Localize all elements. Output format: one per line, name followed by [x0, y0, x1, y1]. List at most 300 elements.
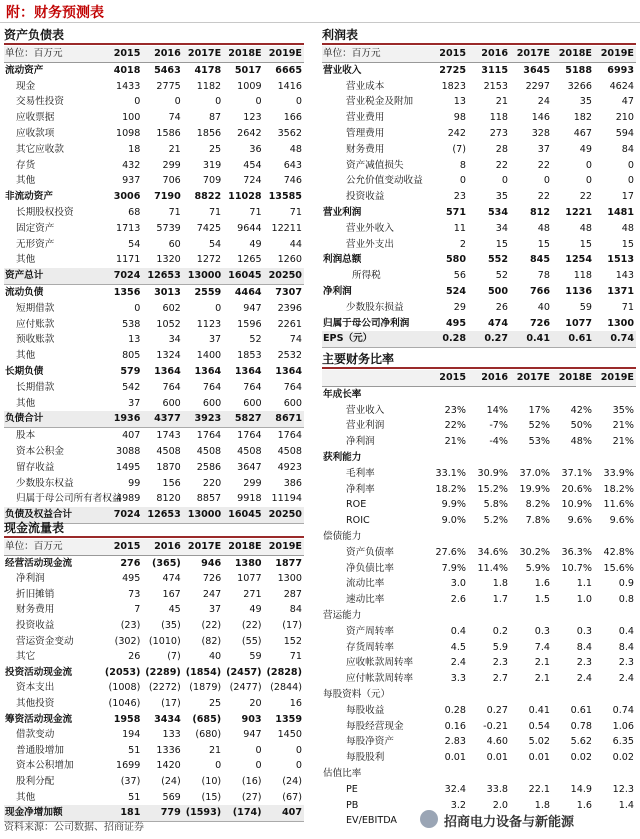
value-cell: 71: [289, 206, 302, 218]
table-row: [4, 142, 304, 158]
table-row: [322, 434, 636, 450]
value-cell: 9.6%: [567, 515, 592, 527]
value-cell: (1879): [189, 682, 222, 694]
value-cell: 4508: [156, 445, 181, 457]
value-cell: (24): [282, 775, 302, 787]
value-cell: 709: [202, 175, 222, 187]
year-header: 2019E: [594, 46, 636, 62]
table-header-row: [4, 539, 304, 555]
value-cell: 1.6: [534, 578, 550, 590]
row-label: 速动比率: [346, 594, 385, 606]
value-cell: 6.35: [612, 736, 634, 748]
year-header: 2017E: [510, 46, 552, 62]
row-label: 其他: [16, 397, 36, 409]
value-cell: 166: [283, 112, 302, 124]
value-cell: [552, 529, 594, 545]
value-cell: 2642: [237, 127, 262, 139]
value-cell: 27.6%: [435, 546, 466, 558]
row-label: ROIC: [346, 515, 370, 527]
value-cell: 99: [128, 477, 141, 489]
value-cell: 25: [208, 143, 222, 155]
value-cell: 726: [529, 317, 550, 329]
year-header: 2019E: [594, 370, 636, 386]
row-label: 应收款项: [16, 127, 55, 139]
value-cell: 242: [447, 127, 466, 139]
row-label: 流动比率: [346, 578, 385, 590]
table-row: [4, 758, 304, 774]
table-row: [322, 687, 636, 703]
value-cell: 26: [495, 301, 508, 313]
value-cell: 71: [249, 206, 262, 218]
value-cell: 146: [531, 112, 550, 124]
value-cell: 1265: [237, 254, 262, 266]
value-cell: 0: [627, 175, 634, 187]
value-cell: 37: [128, 397, 141, 409]
table-row: [322, 719, 636, 735]
value-cell: 1481: [607, 206, 634, 218]
row-label: 净利润: [16, 573, 45, 585]
row-label: 营业利润: [323, 206, 362, 218]
row-label: 营业外收入: [346, 222, 394, 234]
value-cell: 1823: [441, 80, 466, 92]
value-cell: 1364: [275, 365, 302, 377]
table-row: [322, 94, 636, 110]
table-row: [4, 332, 304, 348]
ratios-section: [322, 351, 636, 829]
year-header: 2015: [426, 370, 468, 386]
ratios-table: [322, 370, 636, 829]
value-cell: [594, 608, 636, 624]
value-cell: 2297: [525, 80, 550, 92]
value-cell: 100: [122, 112, 141, 124]
value-cell: 17: [621, 191, 634, 203]
value-cell: [552, 386, 594, 402]
table-row: [322, 703, 636, 719]
table-row: [322, 284, 636, 300]
value-cell: 407: [122, 430, 141, 442]
value-cell: 71: [168, 206, 181, 218]
value-cell: (23): [120, 619, 141, 631]
row-label: 每股净资产: [346, 736, 394, 748]
row-label: 年成长率: [323, 388, 362, 400]
table-row: [4, 618, 304, 634]
table-row: [4, 790, 304, 806]
value-cell: 37.0%: [519, 467, 550, 479]
row-label: 经营活动现金流: [5, 557, 73, 569]
table-row: [322, 750, 636, 766]
row-label: 净利润: [323, 285, 352, 297]
value-cell: 6993: [607, 64, 634, 76]
table-row: [4, 301, 304, 317]
value-cell: 37: [208, 604, 222, 616]
value-cell: [468, 529, 510, 545]
value-cell: 23: [453, 191, 466, 203]
value-cell: 0: [255, 744, 262, 756]
table-row: [322, 316, 636, 332]
table-row: [322, 576, 636, 592]
row-label: 资本支出: [16, 682, 55, 694]
value-cell: 1254: [565, 254, 592, 266]
value-cell: 54: [208, 238, 222, 250]
row-label: 少数股东损益: [346, 301, 404, 313]
value-cell: 84: [621, 143, 634, 155]
value-cell: 71: [208, 206, 222, 218]
value-cell: 1.6: [576, 799, 592, 811]
value-cell: 2.4: [576, 673, 592, 685]
value-cell: (2477): [229, 682, 262, 694]
value-cell: 20250: [264, 268, 304, 284]
row-label: 估值比率: [323, 767, 362, 779]
row-label: 营业收入: [323, 64, 362, 76]
table-header-row: [4, 46, 304, 62]
value-cell: 8120: [156, 493, 181, 505]
value-cell: [510, 608, 552, 624]
table-row: [322, 561, 636, 577]
value-cell: 3.3: [450, 673, 466, 685]
value-cell: -0.21: [483, 720, 508, 732]
value-cell: 9918: [237, 493, 262, 505]
value-cell: 15: [495, 238, 508, 250]
value-cell: (365): [151, 557, 181, 569]
value-cell: 71: [289, 651, 302, 663]
value-cell: 3006: [113, 191, 141, 203]
row-label: 营运能力: [323, 609, 362, 621]
value-cell: 20: [249, 697, 262, 709]
value-cell: 3923: [183, 411, 223, 427]
value-cell: 10.9%: [561, 499, 592, 511]
table-row: [322, 110, 636, 126]
value-cell: 1495: [115, 461, 141, 473]
table-row: [322, 450, 636, 466]
value-cell: 47: [621, 96, 634, 108]
ratios-title: 主要财务比率: [322, 351, 636, 369]
value-cell: 15.6%: [603, 562, 634, 574]
value-cell: 724: [243, 175, 262, 187]
row-label: 现金净增加额: [4, 805, 102, 821]
value-cell: 594: [615, 127, 634, 139]
value-cell: 14.9: [570, 783, 592, 795]
value-cell: 37.1%: [561, 467, 592, 479]
value-cell: 1.06: [612, 720, 634, 732]
value-cell: 48: [289, 143, 302, 155]
value-cell: 51: [128, 791, 141, 803]
row-label: 管理费用: [346, 127, 385, 139]
income-statement-table: [322, 46, 636, 348]
value-cell: 7425: [196, 222, 222, 234]
table-row: [4, 317, 304, 333]
value-cell: 805: [122, 350, 141, 362]
value-cell: 0.74: [612, 704, 634, 716]
row-label: 资产总计: [4, 268, 102, 284]
value-cell: (1010): [148, 635, 181, 647]
year-header: 2016: [142, 539, 182, 555]
value-cell: 13000: [183, 268, 223, 284]
value-cell: 500: [487, 285, 508, 297]
value-cell: 1596: [237, 318, 262, 330]
value-cell: (1046): [108, 697, 141, 709]
value-cell: 1870: [156, 461, 181, 473]
value-cell: 0.16: [444, 720, 466, 732]
value-cell: 0.4: [450, 625, 466, 637]
value-cell: 194: [122, 729, 141, 741]
table-row: [4, 476, 304, 492]
value-cell: 552: [487, 254, 508, 266]
value-cell: 4508: [196, 445, 222, 457]
value-cell: 0.28: [426, 331, 468, 347]
value-cell: 11.6%: [603, 499, 634, 511]
value-cell: 2.4: [618, 673, 634, 685]
value-cell: [594, 687, 636, 703]
value-cell: (2828): [266, 666, 302, 678]
value-cell: 15: [621, 238, 634, 250]
value-cell: 1.4: [618, 799, 634, 811]
value-cell: 1513: [607, 254, 634, 266]
value-cell: 5463: [154, 64, 181, 76]
value-cell: 764: [283, 381, 302, 393]
value-cell: 746: [283, 175, 302, 187]
value-cell: 34: [495, 222, 508, 234]
table-row: [4, 62, 304, 78]
value-cell: 1.8: [492, 578, 508, 590]
table-row: [322, 782, 636, 798]
value-cell: 40: [208, 651, 222, 663]
table-row: [322, 497, 636, 513]
value-cell: 5188: [565, 64, 592, 76]
row-label: 流动负债: [5, 286, 44, 298]
wechat-icon: [420, 810, 438, 828]
value-cell: 1877: [275, 557, 302, 569]
row-label: 现金: [16, 80, 36, 92]
row-label: 毛利率: [346, 467, 375, 479]
value-cell: 643: [283, 159, 302, 171]
row-label: 财务费用: [346, 143, 385, 155]
value-cell: 1221: [565, 206, 592, 218]
table-row: [322, 734, 636, 750]
value-cell: 21: [168, 143, 181, 155]
value-cell: 937: [122, 175, 141, 187]
value-cell: 2725: [439, 64, 466, 76]
table-row: [4, 460, 304, 476]
row-label: 短期借款: [16, 302, 55, 314]
value-cell: 7024: [102, 268, 142, 284]
row-label: 流动资产: [5, 64, 44, 76]
row-label: 每股经营现金: [346, 720, 404, 732]
table-row: [322, 268, 636, 284]
value-cell: 6665: [275, 64, 302, 76]
row-label: 应收帐款周转率: [346, 657, 414, 669]
value-cell: (2457): [226, 666, 262, 678]
unit-label: 单位：百万元: [322, 46, 426, 62]
value-cell: [426, 529, 468, 545]
value-cell: 21%: [612, 420, 634, 432]
value-cell: (2844): [270, 682, 302, 694]
value-cell: 210: [615, 112, 634, 124]
table-row: [322, 640, 636, 656]
value-cell: 98: [453, 112, 466, 124]
value-cell: 474: [162, 573, 181, 585]
table-row: [322, 173, 636, 189]
row-label: 存货: [16, 159, 36, 171]
value-cell: 0.4: [618, 625, 634, 637]
row-label: 负债合计: [4, 411, 102, 427]
value-cell: 2.6: [450, 594, 466, 606]
row-label: 固定资产: [16, 222, 55, 234]
value-cell: 5.8%: [483, 499, 508, 511]
table-row: [4, 727, 304, 743]
row-label: 预收账款: [16, 334, 55, 346]
value-cell: (685): [192, 713, 222, 725]
value-cell: [468, 450, 510, 466]
value-cell: 4.60: [486, 736, 508, 748]
value-cell: 0.41: [528, 704, 550, 716]
row-label: 净利润: [346, 436, 375, 448]
value-cell: (55): [241, 635, 262, 647]
value-cell: [510, 687, 552, 703]
value-cell: (1593): [183, 805, 223, 821]
value-cell: 21%: [612, 436, 634, 448]
value-cell: 0.01: [528, 752, 550, 764]
value-cell: 4624: [609, 80, 634, 92]
value-cell: 37: [537, 143, 550, 155]
value-cell: [426, 766, 468, 782]
value-cell: 8822: [194, 191, 222, 203]
value-cell: 0: [295, 96, 302, 108]
row-label: 其他: [16, 254, 36, 266]
value-cell: 1416: [277, 80, 302, 92]
table-row: [322, 592, 636, 608]
row-label: 留存收益: [16, 461, 55, 473]
table-row: [4, 428, 304, 444]
row-label: 资本公积金: [16, 445, 64, 457]
row-label: 所得税: [352, 270, 381, 282]
value-cell: 1420: [156, 760, 181, 772]
table-row: [4, 680, 304, 696]
value-cell: 3266: [567, 80, 592, 92]
row-label: 交易性投资: [16, 96, 64, 108]
balance-sheet-section: [4, 27, 304, 524]
value-cell: 3088: [115, 445, 141, 457]
value-cell: 287: [283, 588, 302, 600]
value-cell: 8.4: [618, 641, 634, 653]
value-cell: 1764: [277, 430, 302, 442]
value-cell: [468, 766, 510, 782]
value-cell: 1171: [115, 254, 141, 266]
value-cell: (2272): [148, 682, 181, 694]
value-cell: [468, 687, 510, 703]
value-cell: 33.8: [486, 783, 508, 795]
value-cell: 845: [529, 254, 550, 266]
value-cell: 0: [459, 175, 466, 187]
value-cell: 0: [585, 159, 592, 171]
value-cell: 495: [445, 317, 466, 329]
balance-sheet-title: 资产负债表: [4, 27, 304, 45]
value-cell: 118: [489, 112, 508, 124]
table-row: [322, 766, 636, 782]
row-label: 其他: [16, 350, 36, 362]
value-cell: [552, 766, 594, 782]
source-footnote: 资料来源：公司数据、招商证券: [4, 822, 144, 833]
value-cell: 71: [621, 301, 634, 313]
value-cell: 5827: [223, 411, 263, 427]
row-label: 净利率: [346, 483, 375, 495]
value-cell: 2586: [196, 461, 222, 473]
value-cell: 18.2%: [435, 483, 466, 495]
table-row: [4, 110, 304, 126]
value-cell: 0.27: [486, 704, 508, 716]
value-cell: 15.2%: [477, 483, 508, 495]
value-cell: 1364: [154, 365, 181, 377]
page-header: [0, 0, 640, 23]
row-label: 每股资料（元）: [323, 688, 391, 700]
table-row: [322, 252, 636, 268]
value-cell: 133: [162, 729, 181, 741]
row-label: 股利分配: [16, 775, 55, 787]
value-cell: 600: [283, 397, 302, 409]
table-row: [322, 608, 636, 624]
value-cell: 28: [495, 143, 508, 155]
value-cell: 1400: [196, 350, 222, 362]
value-cell: 1.8: [534, 799, 550, 811]
value-cell: 11028: [228, 191, 262, 203]
value-cell: 1699: [115, 760, 141, 772]
row-label: 营业成本: [346, 80, 385, 92]
value-cell: 0.41: [510, 331, 552, 347]
table-row: [4, 189, 304, 205]
value-cell: 16: [289, 697, 302, 709]
value-cell: 3562: [277, 127, 302, 139]
value-cell: [426, 687, 468, 703]
value-cell: 542: [122, 381, 141, 393]
value-cell: (24): [161, 775, 181, 787]
table-row: [322, 331, 636, 347]
value-cell: 1052: [156, 318, 181, 330]
value-cell: 764: [243, 381, 262, 393]
table-row: [4, 587, 304, 603]
value-cell: -4%: [489, 436, 508, 448]
value-cell: (680): [195, 729, 222, 741]
value-cell: 59: [579, 301, 592, 313]
row-label: 长期借款: [16, 381, 55, 393]
value-cell: 1336: [156, 744, 181, 756]
income-statement-section: [322, 27, 636, 348]
value-cell: 0.8: [618, 594, 634, 606]
row-label: 财务费用: [16, 604, 55, 616]
row-label: 借款变动: [16, 729, 55, 741]
value-cell: 538: [122, 318, 141, 330]
value-cell: 1123: [196, 318, 222, 330]
value-cell: 13: [128, 334, 141, 346]
value-cell: 118: [573, 270, 592, 282]
table-row: [322, 466, 636, 482]
value-cell: 143: [615, 270, 634, 282]
value-cell: (22): [241, 619, 262, 631]
value-cell: 4377: [142, 411, 182, 427]
value-cell: 8: [459, 159, 466, 171]
cashflow-table: [4, 539, 304, 822]
value-cell: 2532: [277, 350, 302, 362]
watermark-text: 招商电力设备与新能源: [444, 815, 575, 830]
value-cell: 1136: [565, 285, 592, 297]
value-cell: (22): [201, 619, 222, 631]
year-header: 2016: [142, 46, 182, 62]
value-cell: (37): [120, 775, 141, 787]
value-cell: 45: [168, 604, 181, 616]
value-cell: 13585: [268, 191, 302, 203]
table-row: [4, 173, 304, 189]
year-header: 2016: [468, 46, 510, 62]
table-row: [4, 94, 304, 110]
value-cell: 74: [168, 112, 181, 124]
